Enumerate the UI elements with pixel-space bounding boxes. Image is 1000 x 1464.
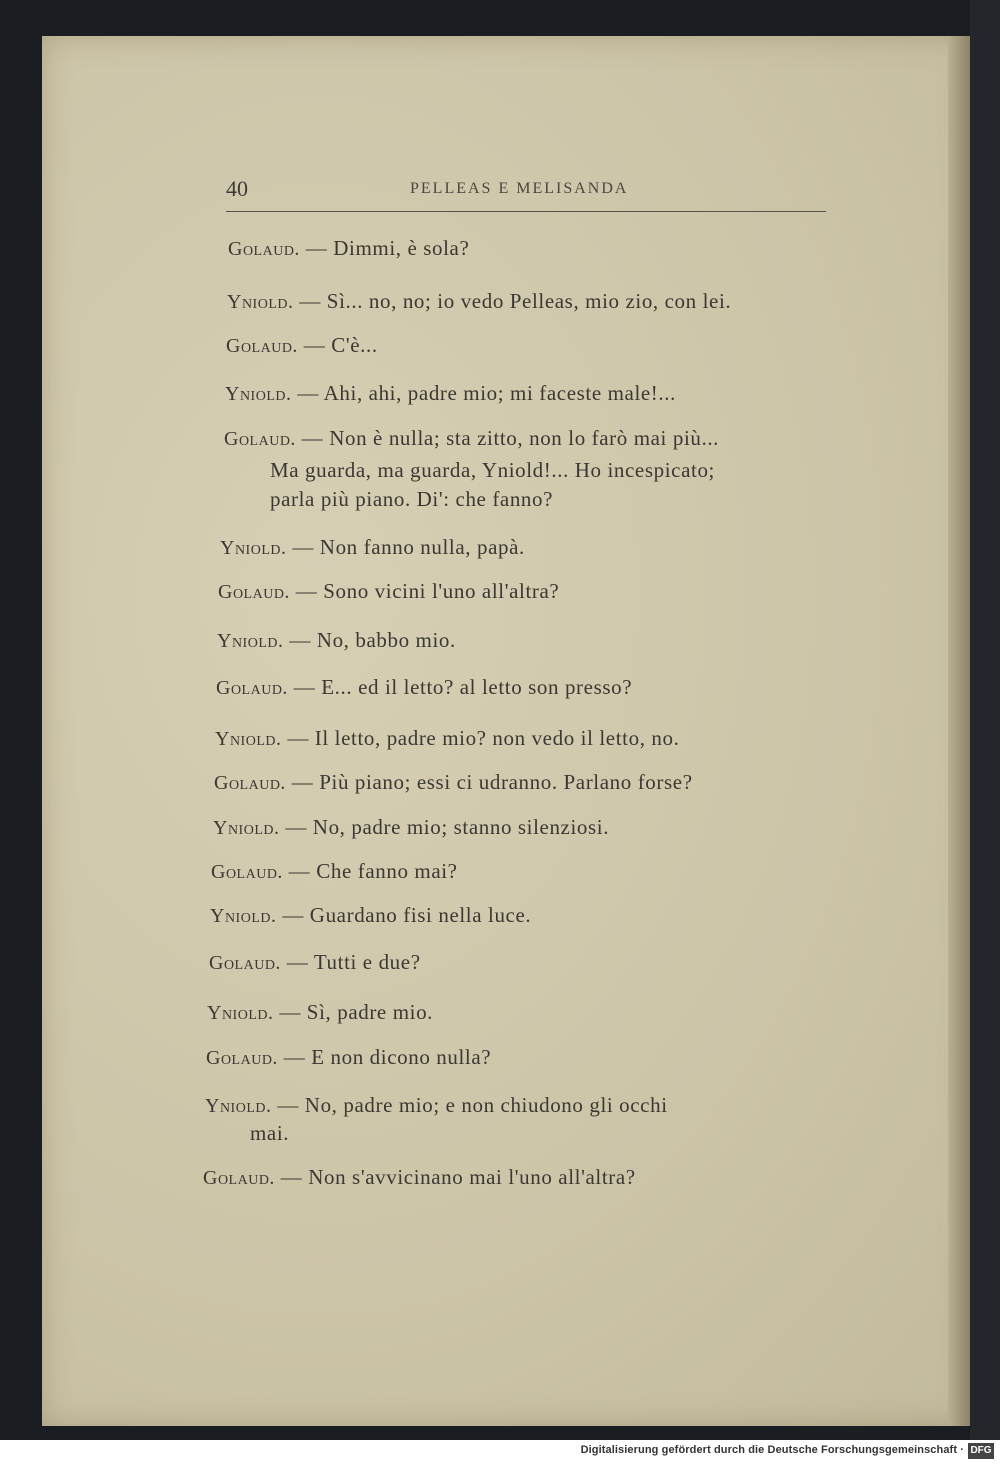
speaker-name: Yniold. <box>227 291 294 313</box>
dialogue-line <box>213 815 609 840</box>
line-text: — Non è nulla; sta zitto, non lo farò mai più... <box>301 426 720 450</box>
line-text: — Tutti e due? <box>286 950 421 974</box>
line-text: — E non dicono nulla? <box>283 1045 492 1069</box>
speaker-name: Yniold. <box>220 537 287 559</box>
dialogue-line <box>224 426 719 451</box>
dialogue-line <box>220 535 525 560</box>
line-text: mai. <box>250 1121 290 1145</box>
line-text: — Guardano fisi nella luce. <box>282 903 532 927</box>
scan-background <box>970 0 1000 1440</box>
speaker-name: Yniold. <box>207 1002 274 1024</box>
speaker-name: Golaud. <box>226 335 298 357</box>
dialogue-line <box>215 726 679 751</box>
line-text: — Non fanno nulla, papà. <box>292 535 525 559</box>
running-title: PELLEAS E MELISANDA <box>410 180 629 197</box>
line-text: — C'è... <box>303 333 378 357</box>
dialogue-line <box>205 1093 668 1118</box>
speaker-name: Golaud. <box>211 861 283 883</box>
line-text: parla più piano. Di': che fanno? <box>270 487 554 511</box>
speaker-name: Golaud. <box>206 1047 278 1069</box>
dialogue-line <box>225 381 676 406</box>
dfg-logo: DFG <box>968 1443 994 1459</box>
dialogue-line <box>217 628 456 653</box>
line-text: — Ahi, ahi, padre mio; mi faceste male!... <box>297 381 676 405</box>
line-text: — Dimmi, è sola? <box>305 236 470 260</box>
dialogue-line <box>270 458 715 483</box>
dialogue-line <box>214 770 693 795</box>
speaker-name: Golaud. <box>224 428 296 450</box>
dialogue-line <box>207 1000 433 1025</box>
line-text: — Sì... no, no; io vedo Pelleas, mio zio, con lei. <box>299 289 732 313</box>
dialogue-line <box>218 579 559 604</box>
line-text: — Sono vicini l'uno all'altra? <box>295 579 560 603</box>
dialogue-line <box>203 1165 636 1190</box>
line-text: — Sì, padre mio. <box>279 1000 434 1024</box>
dialogue-line <box>226 333 378 358</box>
dialogue-line <box>211 859 458 884</box>
speaker-name: Golaud. <box>214 772 286 794</box>
speaker-name: Golaud. <box>203 1167 275 1189</box>
speaker-name: Yniold. <box>210 905 277 927</box>
line-text: — Che fanno mai? <box>288 859 458 883</box>
dialogue-line <box>227 289 731 314</box>
speaker-name: Golaud. <box>228 238 300 260</box>
line-text: — No, babbo mio. <box>289 628 456 652</box>
line-text: — Il letto, padre mio? non vedo il letto, no. <box>287 726 680 750</box>
line-text: — E... ed il letto? al letto son presso? <box>293 675 633 699</box>
line-text: — Non s'avvicinano mai l'uno all'altra? <box>280 1165 636 1189</box>
dialogue-line <box>216 675 632 700</box>
speaker-name: Yniold. <box>213 817 280 839</box>
dialogue-line <box>250 1121 289 1146</box>
dialogue-line <box>270 487 553 512</box>
speaker-name: Yniold. <box>205 1095 272 1117</box>
page-header <box>226 176 826 208</box>
funding-credit: Digitalisierung gefördert durch die Deutsche Forschungsgemeinschaft · <box>580 1444 964 1456</box>
line-text: — Più piano; essi ci udranno. Parlano forse? <box>291 770 693 794</box>
line-text: Ma guarda, ma guarda, Yniold!... Ho incespicato; <box>270 458 715 482</box>
speaker-name: Yniold. <box>217 630 284 652</box>
page-number: 40 <box>226 176 248 201</box>
speaker-name: Golaud. <box>216 677 288 699</box>
line-text: — No, padre mio; e non chiudono gli occhi <box>277 1093 668 1117</box>
dialogue-line <box>228 236 469 261</box>
speaker-name: Golaud. <box>218 581 290 603</box>
line-text: — No, padre mio; stanno silenziosi. <box>285 815 610 839</box>
dialogue-line <box>210 903 531 928</box>
dialogue-line <box>209 950 421 975</box>
speaker-name: Golaud. <box>209 952 281 974</box>
header-rule <box>226 211 826 212</box>
page-gutter <box>948 36 970 1426</box>
speaker-name: Yniold. <box>225 383 292 405</box>
dialogue-line <box>206 1045 491 1070</box>
speaker-name: Yniold. <box>215 728 282 750</box>
